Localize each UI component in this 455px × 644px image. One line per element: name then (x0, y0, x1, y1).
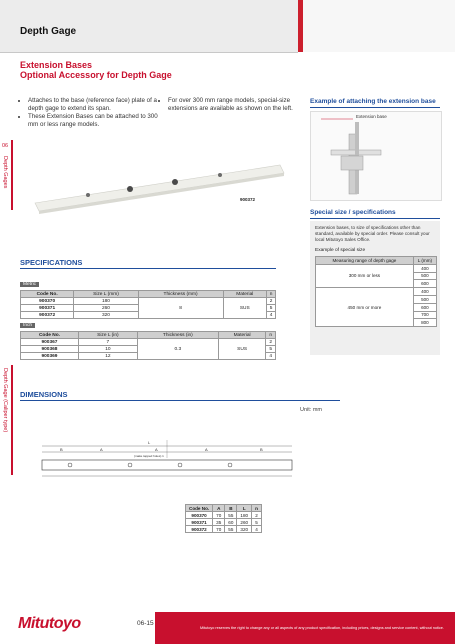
code-cell: 900367 (21, 339, 79, 346)
table-header: A (213, 505, 225, 512)
table-cell: 400 (413, 264, 436, 272)
table-cell: 70 (213, 526, 225, 533)
table-header: Size L (mm) (74, 291, 138, 298)
specifications-inch (20, 313, 276, 360)
sidetab-label: Depth Gages (2, 156, 8, 189)
depth-gage-illustration (311, 112, 441, 200)
table-cell: 7 (78, 339, 137, 346)
table-cell: 10 (78, 346, 137, 353)
code-cell: 900372 (186, 526, 213, 533)
table-cell: 55 (225, 526, 237, 533)
feature-list-right (160, 97, 293, 113)
table-row (186, 519, 262, 526)
table-cell: 8 (138, 298, 223, 319)
hole-icon (86, 193, 90, 197)
table-cell: 5 (267, 305, 276, 312)
table-cell: 320 (237, 526, 252, 533)
table-header: L (237, 505, 252, 512)
table-row (186, 526, 262, 533)
header-rule (0, 52, 298, 53)
sidetab2-rule (11, 365, 13, 475)
feature-list-left (20, 97, 158, 129)
table-cell: 180 (74, 298, 138, 305)
screw-icon (172, 179, 178, 185)
sidetab2-label: Depth Gage (Caliper type) (2, 368, 8, 433)
dimensions-title: DIMENSIONS (20, 390, 68, 399)
table-cell: 4 (267, 312, 276, 319)
table-cell: 5 (266, 346, 276, 353)
table-header: L (mm) (413, 257, 436, 265)
table-header: n (267, 291, 276, 298)
table-cell: 70 (213, 512, 225, 519)
table-cell: 500 (413, 295, 436, 303)
section-title-line1: Extension Bases (20, 60, 93, 70)
section-title-line2: Optional Accessory for Depth Gage (20, 70, 172, 80)
table-header: Measuring range of depth gage (316, 257, 414, 265)
table-row (21, 339, 276, 346)
code-cell: 900372 (21, 312, 74, 319)
code-cell: 900370 (186, 512, 213, 519)
dimensions-table (185, 504, 262, 533)
table-header: Size L (in) (78, 332, 137, 339)
feature-item: • For over 300 mm range models, special-size extensions are available as shown on the left. (168, 97, 293, 113)
table-cell: 700 (413, 311, 436, 319)
feature-item: • These Extension Bases can be attached to 300 mm or less range models. (28, 113, 158, 129)
header-bar-right (298, 0, 455, 52)
table-header: Code No. (21, 291, 74, 298)
footer-notice: Mitutoyo reserves the right to change any or all aspects of any product specification, including prices, designs and service content, without notice. (200, 626, 444, 630)
table-cell: 180 (237, 512, 252, 519)
table-cell: 55 (225, 512, 237, 519)
table-cell: 2 (252, 512, 262, 519)
table-header: Thickness (in) (137, 332, 218, 339)
dim-label-A: A (155, 447, 158, 452)
section-title (20, 60, 172, 80)
special-rule (310, 218, 440, 219)
table-header: Material (218, 332, 265, 339)
metric-tag: Metric (20, 282, 39, 287)
screw-icon (127, 186, 133, 192)
table-header: Material (223, 291, 267, 298)
table-cell: SUS (218, 339, 265, 360)
table-header: n (266, 332, 276, 339)
table-cell: 800 (413, 319, 436, 327)
example-rule (310, 107, 440, 108)
table-cell: 320 (74, 312, 138, 319)
special-text: Extension bases, to size of specifications other than standard, available by special order. Please consult your local Mitutoyo Sales Office. (315, 225, 430, 242)
dimension-drawing (30, 440, 320, 490)
page-title: Depth Gage (20, 26, 77, 37)
dim-label-A: A (205, 447, 208, 452)
inch-tag: Inch (20, 323, 35, 328)
dim-label-B: B (60, 447, 63, 452)
product-code-label: 900372 (240, 197, 256, 202)
dim-label-L: L (148, 440, 151, 445)
table-cell: 60 (225, 519, 237, 526)
code-cell: 900371 (21, 305, 74, 312)
code-cell: 900369 (21, 353, 79, 360)
table-cell: SUS (223, 298, 267, 319)
table-cell: 400 (413, 288, 436, 296)
table-header: Thickness (mm) (138, 291, 223, 298)
dimensions-rule (20, 400, 340, 401)
table-cell: 260 (237, 519, 252, 526)
table-cell: 5 (252, 519, 262, 526)
table-header: Code No. (186, 505, 213, 512)
example-title: Example of attaching the extension base (310, 98, 436, 105)
unit-label: Unit: mm (300, 407, 322, 413)
table-cell: 500 (413, 272, 436, 280)
table-cell: 4 (266, 353, 276, 360)
table-row (186, 512, 262, 519)
table-row (21, 298, 276, 305)
range-cell: 300 mm or less (316, 264, 414, 287)
example-callout: Extension base (356, 114, 387, 119)
example-figure (310, 111, 442, 201)
table-cell: 35 (213, 519, 225, 526)
product-photo (30, 155, 290, 215)
hole-icon (218, 173, 222, 177)
table-cell: 600 (413, 280, 436, 288)
dim-label-B: B (260, 447, 263, 452)
specifications-rule (20, 268, 276, 269)
specifications-metric (20, 272, 276, 319)
table-cell: 600 (413, 303, 436, 311)
dim-note: (make tapped holes) 1 (134, 454, 164, 458)
code-cell: 900368 (21, 346, 79, 353)
sidetab-rule (11, 140, 13, 210)
table-cell: 12 (78, 353, 137, 360)
special-title: Special size / specifications (310, 209, 396, 216)
sidetab-number: 06 (2, 143, 9, 149)
code-cell: 900371 (186, 519, 213, 526)
header-accent (298, 0, 303, 52)
table-header: B (225, 505, 237, 512)
range-cell: 450 mm or more (316, 288, 414, 327)
table-cell: 0.3 (137, 339, 218, 360)
table-header: n (252, 505, 262, 512)
specifications-title: SPECIFICATIONS (20, 258, 83, 267)
table-cell: 2 (266, 339, 276, 346)
special-example-label: Example of special size (315, 248, 366, 253)
special-size-table (315, 256, 437, 327)
inch-spec-table (20, 331, 276, 360)
table-cell: 4 (252, 526, 262, 533)
brand-logo: Mitutoyo (18, 615, 81, 632)
dim-label-A: A (100, 447, 103, 452)
table-cell: 260 (74, 305, 138, 312)
feature-item: • Attaches to the base (reference face) plate of a depth gage to extend its span. (28, 97, 158, 113)
code-cell: 900370 (21, 298, 74, 305)
table-header: Code No. (21, 332, 79, 339)
table-cell: 2 (267, 298, 276, 305)
page-number: 06-15 (137, 620, 154, 627)
